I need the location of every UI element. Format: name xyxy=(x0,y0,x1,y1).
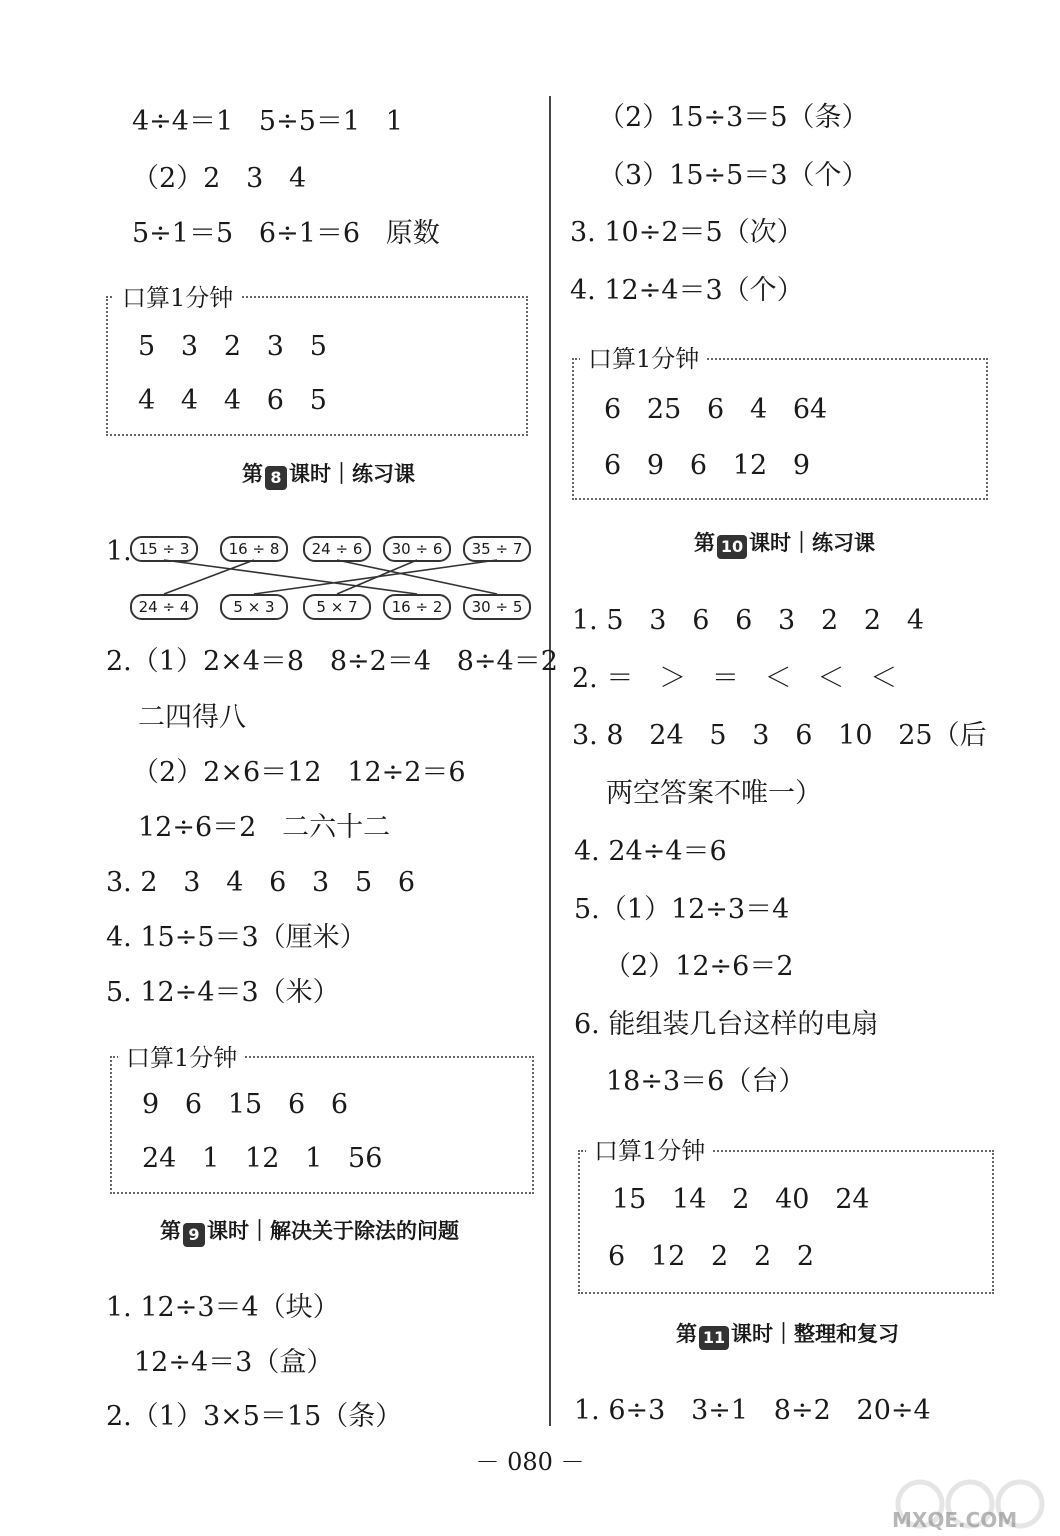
answer-line: 二四得八 xyxy=(138,702,246,733)
mental-math-row: 9 6 15 6 6 xyxy=(142,1089,349,1120)
mental-math-title: 口算1分钟 xyxy=(580,347,707,371)
answer-line: 18÷3＝6（台） xyxy=(606,1066,806,1097)
match-line xyxy=(337,560,497,594)
lesson-header: 第 9 课时｜解决关于除法的问题 xyxy=(160,1221,459,1247)
question-label: 1. xyxy=(106,536,132,567)
expression-pill: 5 × 7 xyxy=(303,594,371,620)
answer-line: （3）15÷5＝3（个） xyxy=(598,160,869,191)
answer-line: 5. 12÷4＝3（米） xyxy=(106,977,340,1008)
lesson-number-badge: 10 xyxy=(717,535,747,559)
lesson-header: 第 10 课时｜练习课 xyxy=(694,533,875,559)
answer-line: 12÷4＝3（盒） xyxy=(134,1347,334,1378)
page-number: － 080 － xyxy=(475,1448,585,1476)
mental-math-title: 口算1分钟 xyxy=(118,1046,245,1070)
answer-line: 4. 24÷4＝6 xyxy=(574,836,727,867)
answer-line: （2）2 3 4 xyxy=(132,163,307,194)
answer-line: 4÷4＝1 5÷5＝1 1 xyxy=(132,106,403,137)
answer-line: （2）12÷6＝2 xyxy=(604,951,794,982)
mental-math-box xyxy=(578,1150,994,1294)
answer-line: 1. 12÷3＝4（块） xyxy=(106,1292,340,1323)
mental-math-row: 4 4 4 6 5 xyxy=(138,385,327,416)
lesson-header: 第 11 课时｜整理和复习 xyxy=(676,1324,899,1350)
answer-line: 3. 10÷2＝5（次） xyxy=(570,217,804,248)
match-line xyxy=(164,560,254,594)
answer-line: 3. 2 3 4 6 3 5 6 xyxy=(106,867,416,898)
expression-pill: 16 ÷ 2 xyxy=(383,594,451,620)
answer-line: 2.（1）3×5＝15（条） xyxy=(106,1401,403,1432)
answer-line: 5.（1）12÷3＝4 xyxy=(574,894,790,925)
expression-pill: 35 ÷ 7 xyxy=(463,536,531,562)
mental-math-row: 15 14 2 40 24 xyxy=(612,1184,870,1215)
answer-line: 5÷1＝5 6÷1＝6 原数 xyxy=(132,218,440,249)
expression-pill: 15 ÷ 3 xyxy=(130,536,198,562)
answer-line: 3. 8 24 5 3 6 10 25（后 xyxy=(572,720,987,751)
answer-line: 2. ＝ ＞ ＝ ＜ ＜ ＜ xyxy=(572,663,898,694)
watermark-text: MXQE.COM xyxy=(892,1508,1018,1532)
answer-line: （2）2×6＝12 12÷2＝6 xyxy=(132,757,466,788)
answer-line: 2.（1）2×4＝8 8÷2＝4 8÷4＝2 xyxy=(106,646,558,677)
mental-math-row: 24 1 12 1 56 xyxy=(142,1143,383,1174)
expression-pill: 24 ÷ 6 xyxy=(303,536,371,562)
answer-line: 4. 12÷4＝3（个） xyxy=(570,275,804,306)
answer-line: 12÷6＝2 二六十二 xyxy=(138,812,391,843)
mental-math-row: 6 9 6 12 9 xyxy=(604,450,811,481)
lesson-header: 第 8 课时｜练习课 xyxy=(242,464,415,490)
mental-math-row: 6 12 2 2 2 xyxy=(608,1241,815,1272)
answer-line: （2）15÷3＝5（条） xyxy=(598,102,869,133)
expression-pill: 16 ÷ 8 xyxy=(220,536,288,562)
lesson-number-badge: 8 xyxy=(265,466,287,490)
answer-line: 1. 6÷3 3÷1 8÷2 20÷4 xyxy=(574,1395,931,1426)
mental-math-row: 5 3 2 3 5 xyxy=(138,331,327,362)
mental-math-row: 6 25 6 4 64 xyxy=(604,394,828,425)
expression-pill: 24 ÷ 4 xyxy=(130,594,198,620)
mental-math-title: 口算1分钟 xyxy=(114,286,241,310)
answer-line: 两空答案不唯一） xyxy=(606,778,822,809)
expression-pill: 30 ÷ 6 xyxy=(383,536,451,562)
expression-pill: 30 ÷ 5 xyxy=(463,594,531,620)
answer-line: 1. 5 3 6 6 3 2 2 4 xyxy=(572,605,925,636)
mental-math-title: 口算1分钟 xyxy=(586,1139,713,1163)
lesson-number-badge: 9 xyxy=(183,1223,205,1247)
lesson-number-badge: 11 xyxy=(699,1326,729,1350)
expression-pill: 5 × 3 xyxy=(220,594,288,620)
answer-line: 4. 15÷5＝3（厘米） xyxy=(106,922,367,953)
answer-line: 6. 能组装几台这样的电扇 xyxy=(574,1009,879,1040)
